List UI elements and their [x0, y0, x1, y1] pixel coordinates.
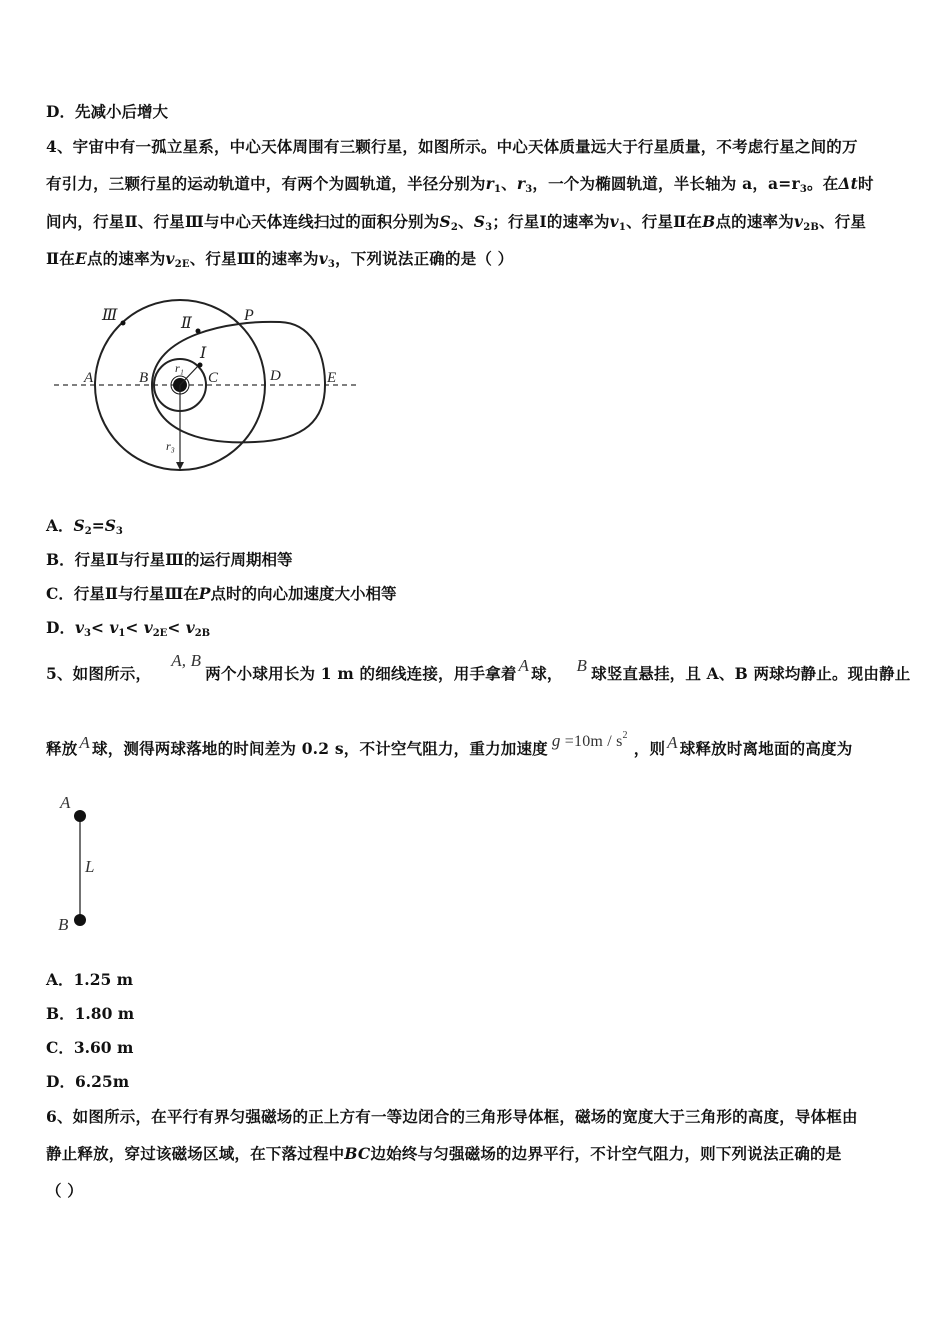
q4-stem-line3: 间内，行星Ⅱ、行星Ⅲ与中心天体连线扫过的面积分别为$S_2$、$S_3$；行星Ⅰ的速率为$v_1$、行星Ⅱ在B点的速率为$v_{2B}$、行星	[46, 212, 867, 233]
label-B: B	[139, 370, 149, 386]
q5-option-b: B．1.80 m	[46, 1004, 135, 1023]
label-P: P	[244, 307, 254, 324]
label-E: E	[327, 370, 337, 386]
q6-stem-line3: （ ）	[46, 1181, 83, 1200]
q4-option-d: D．$v_3< v_1< v_{2E}< v_{2B}$	[46, 618, 211, 639]
label-r3: r₃	[166, 439, 175, 453]
label-r1: r₁	[175, 361, 184, 375]
q4-stem-line1: 4、宇宙中有一孤立星系，中心天体周围有三颗行星，如图所示。中心天体质量远大于行星质量，不考虑行星之间的万	[46, 137, 858, 156]
label-D: D	[270, 368, 281, 384]
label-C: C	[208, 370, 219, 386]
ball-b	[74, 914, 86, 926]
q5-stem-line1: 5、如图所示，A, B两个小球用长为 1 m 的细线连接，用手拿着 A 球， B 球竖直悬挂，且 A、B 两球均静止。现由静止	[46, 651, 911, 683]
q6-stem-line2: 静止释放，穿过该磁场区域，在下落过程中BC边始终与匀强磁场的边界平行，不计空气阻力，则下列说法正确的是	[46, 1144, 842, 1163]
label-II: Ⅱ	[181, 315, 192, 332]
r3-arrow-head	[176, 462, 184, 470]
q5-ball-diagram	[50, 790, 110, 940]
q5-stem-line2: 释放 A 球，测得两球落地的时间差为 0.2 s，不计空气阻力，重力加速度 $g =10m / s^2$，则 A 球释放时离地面的高度为	[46, 730, 853, 758]
q5-option-a: A．1.25 m	[46, 970, 134, 989]
label-I: Ⅰ	[200, 345, 207, 362]
label-l: L	[85, 857, 95, 876]
label-b: B	[58, 915, 69, 934]
ball-a	[74, 810, 86, 822]
planet-I-dot	[198, 363, 203, 368]
prev-option-d: D．先减小后增大	[46, 102, 168, 121]
q4-option-b: B．行星Ⅱ与行星Ⅲ的运行周期相等	[46, 550, 293, 569]
q4-orbit-diagram	[40, 290, 380, 490]
q4-option-a: A．$S_2=S_3$	[46, 516, 123, 537]
planet-III-dot	[121, 321, 126, 326]
q6-stem-line1: 6、如图所示，在平行有界匀强磁场的正上方有一等边闭合的三角形导体框，磁场的宽度大于三角形的高度，导体框由	[46, 1107, 858, 1126]
label-A: A	[84, 370, 94, 386]
planet-II-dot	[196, 329, 201, 334]
q5-option-d: D．6.25m	[46, 1072, 130, 1091]
q4-stem-line2: 有引力，三颗行星的运动轨道中，有两个为圆轨道，半径分别为$r_1$、$r_3$，一个为椭圆轨道，半长轴为 a，$a=r_3$。在Δt时	[46, 174, 874, 195]
q5-option-c: C．3.60 m	[46, 1038, 134, 1057]
label-a: A	[60, 793, 71, 812]
q4-stem-line4: Ⅱ在E点的速率为$v_{2E}$、行星Ⅲ的速率为$v_3$，下列说法正确的是（ ）	[46, 249, 514, 270]
q4-option-c: C．行星Ⅱ与行星Ⅲ在P点时的向心加速度大小相等	[46, 584, 397, 603]
label-III: Ⅲ	[102, 307, 118, 324]
